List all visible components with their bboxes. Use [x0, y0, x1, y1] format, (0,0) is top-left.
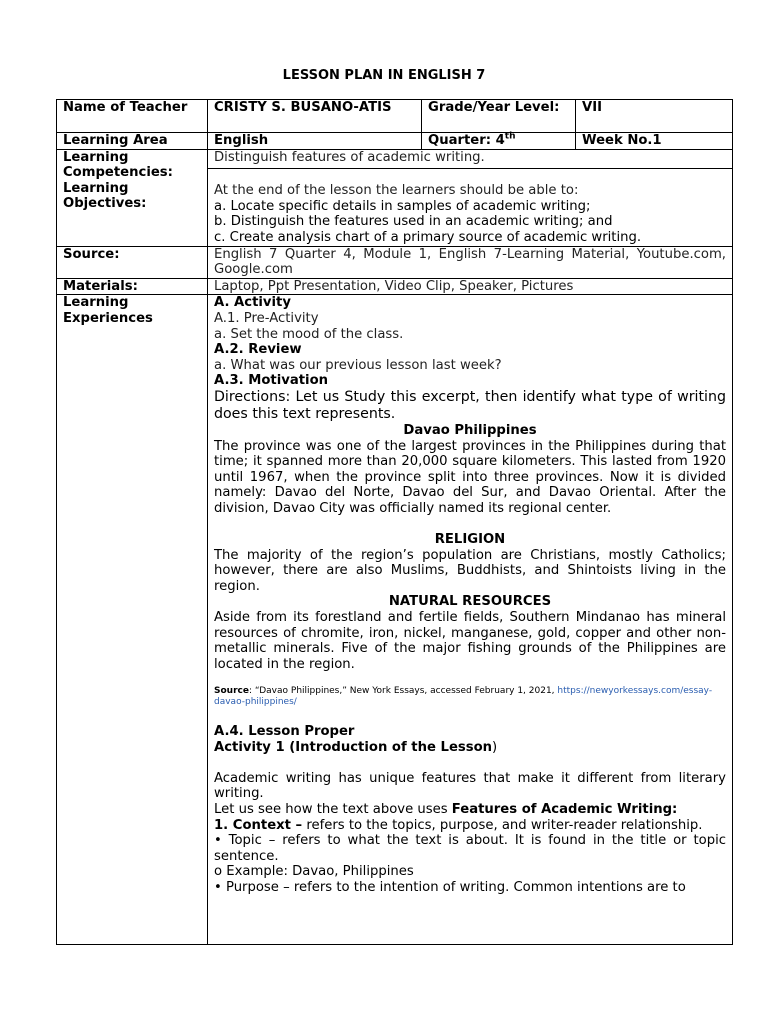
teacher-row — [57, 100, 733, 133]
review-heading: A.2. Review — [214, 342, 302, 358]
learning-area-row — [57, 133, 733, 150]
competencies-label: Learning Competencies: — [63, 149, 173, 181]
intro-line-1: Academic writing has unique features that make it different from literary — [214, 770, 726, 786]
citation-label: Source — [214, 686, 249, 697]
activity1-heading: Activity 1 (Introduction of the Lesson — [214, 739, 493, 755]
activity-heading: A. Activity — [214, 295, 291, 311]
activity1-paren: ) — [492, 739, 498, 755]
objective-item: a. Locate specific details in samples of academic writing; — [214, 198, 591, 214]
context-line — [214, 818, 726, 834]
religion-heading: RELIGION — [434, 532, 506, 548]
activity1-heading-line — [214, 740, 726, 756]
source-value: English 7 Quarter 4, Module 1, English 7-Learning Material, Youtube.com, Google.com — [208, 246, 733, 278]
objective-item: c. Create analysis chart of a primary source of academic writing. — [214, 229, 642, 245]
materials-value: Laptop, Ppt Presentation, Video Clip, Speaker, Pictures — [208, 278, 733, 295]
learning-experiences-row — [57, 295, 733, 945]
teacher-value: CRISTY S. BUSANO-ATIS — [208, 100, 422, 133]
objective-item: b. Distinguish the features used in an academic writing; and — [214, 214, 613, 230]
intro-line-2: writing. — [214, 786, 264, 802]
source-label: Source: — [57, 246, 208, 278]
features-bold: Features of Academic Writing: — [451, 801, 678, 817]
lesson-proper-heading: A.4. Lesson Proper — [214, 724, 355, 739]
features-intro: Let us see how the text above uses — [214, 801, 452, 817]
document-title: LESSON PLAN IN ENGLISH 7 — [282, 68, 486, 83]
context-heading: 1. Context – — [214, 817, 303, 833]
lesson-plan-table — [56, 99, 733, 945]
religion-paragraph: The majority of the region’s population are Christians, mostly Catholics; however, there are also Muslims, Buddhists, and Shintoists living in the region. — [214, 547, 726, 594]
quarter-sup: th — [504, 131, 516, 142]
quarter-label: Quarter: 4 — [428, 133, 505, 148]
grade-value: VII — [576, 100, 733, 133]
competencies-objectives-row — [57, 149, 733, 246]
labels-cell — [57, 149, 208, 246]
grade-label: Grade/Year Level: — [422, 100, 576, 133]
area-value: English — [208, 133, 422, 150]
area-label: Learning Area — [57, 133, 208, 150]
topic-bullet: • Topic – refers to what the text is about. It is found in the title or topic sentence. — [214, 833, 726, 864]
motivation-directions: Directions: Let us Study this excerpt, then identify what type of writing does this text represents. — [214, 388, 726, 422]
natural-resources-heading: NATURAL RESOURCES — [388, 594, 552, 610]
context-text: refers to the topics, purpose, and writer-reader relationship. — [302, 817, 703, 833]
pre-activity-heading: A.1. Pre-Activity — [214, 310, 319, 326]
motivation-heading: A.3. Motivation — [214, 373, 329, 389]
citation-text: : “Davao Philippines,” New York Essays, accessed February 1, 2021, — [248, 686, 558, 697]
objectives-intro: At the end of the lesson the learners should be able to: — [214, 183, 579, 199]
features-line — [214, 802, 726, 818]
quarter-cell — [422, 133, 576, 150]
excerpt-paragraph: The province was one of the largest provinces in the Philippines during that time; it spanned more than 20,000 square kilometers. This lasted from 1920 until 1967, when the province split into three provinces. Now it is divided namely: Davao del Norte, Davao del Sur, and Davao Oriental. After the division, Davao City was officially named its regional center. — [214, 438, 726, 516]
source-row — [57, 246, 733, 278]
objectives-label: Learning Objectives: — [63, 180, 147, 212]
natural-resources-paragraph: Aside from its forestland and fertile fields, Southern Mindanao has mineral resources of chromite, iron, nickel, manganese, gold, copper and other non-metallic minerals. Five of the major fishing grounds of the Philippines are located in the region. — [214, 610, 726, 672]
experiences-label: Learning Experiences — [57, 295, 208, 945]
experiences-content — [208, 295, 733, 945]
materials-label: Materials: — [57, 278, 208, 295]
example-line: o Example: Davao, Philippines — [214, 864, 414, 880]
purpose-bullet: • Purpose – refers to the intention of writing. Common intentions are to — [214, 879, 686, 895]
competencies-value: Distinguish features of academic writing. — [214, 149, 485, 165]
pre-activity-item: a. Set the mood of the class. — [214, 326, 404, 342]
materials-row — [57, 278, 733, 295]
excerpt-title: Davao Philippines — [403, 422, 537, 438]
citation-link[interactable]: https://newyorkessays.com/essay-davao-philippines/ — [214, 686, 713, 708]
competencies-objectives-cell — [208, 149, 733, 246]
teacher-label: Name of Teacher — [57, 100, 208, 133]
citation — [214, 686, 726, 708]
week-label: Week No.1 — [576, 133, 733, 150]
review-item: a. What was our previous lesson last week? — [214, 357, 502, 373]
